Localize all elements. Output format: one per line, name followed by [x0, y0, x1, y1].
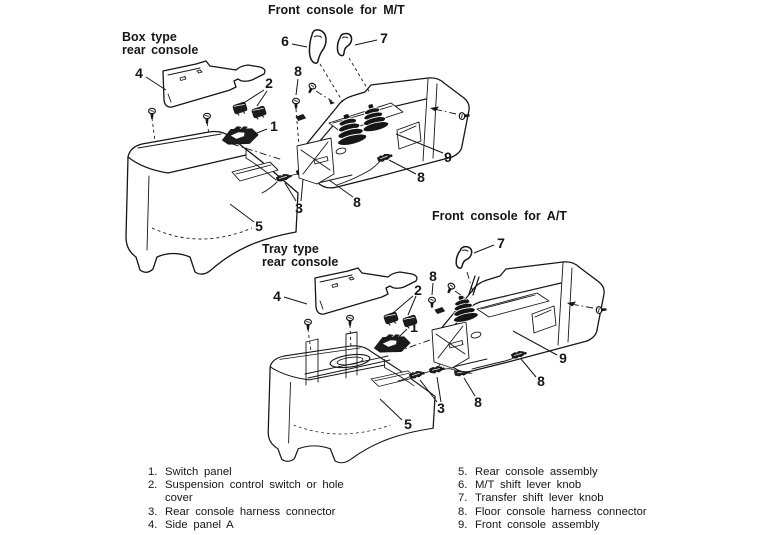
- legend-item-number: 1.: [148, 466, 158, 478]
- callout-9: 9: [559, 350, 567, 366]
- callout-6: 6: [281, 33, 289, 49]
- callout-8: 8: [474, 394, 482, 410]
- legend-item-text: Rear console harness connector: [165, 505, 336, 518]
- legend-item-number: 8.: [458, 505, 468, 518]
- legend-item-text: cover: [165, 492, 193, 505]
- callout-4: 4: [135, 65, 143, 81]
- at-console-group: [429, 246, 607, 372]
- legend-item-number: 5.: [458, 466, 468, 478]
- legend-item-text: Floor console harness connector: [475, 505, 647, 518]
- label-line: rear console: [262, 255, 339, 269]
- callout-8: 8: [429, 268, 437, 284]
- legend-item-number: 9.: [458, 518, 468, 531]
- tray-console-group: [268, 268, 472, 463]
- legend-item: [148, 466, 453, 479]
- callout-2: 2: [414, 282, 422, 298]
- title-front-console-at: Front console for A/T: [432, 209, 567, 223]
- label-line: Box type: [122, 30, 177, 44]
- callout-4: 4: [273, 288, 281, 304]
- callout-5: 5: [255, 218, 263, 234]
- callout-7: 7: [497, 235, 505, 251]
- label-line: Tray type: [262, 242, 319, 256]
- legend-item-number: 2.: [148, 479, 158, 492]
- legend-column-right: [458, 466, 758, 532]
- legend-column-left: [148, 466, 453, 532]
- label-line: rear console: [122, 43, 199, 57]
- callout-1: 1: [410, 319, 418, 335]
- legend-item: [148, 519, 453, 532]
- legend-item-text: Transfer shift lever knob: [475, 492, 604, 505]
- legend-item-wrap: [148, 492, 453, 505]
- label-tray-type-rear-console: [262, 243, 338, 269]
- callout-7: 7: [380, 30, 388, 46]
- legend-item: [148, 506, 453, 519]
- callout-2: 2: [265, 75, 273, 91]
- label-box-type-rear-console: [122, 31, 198, 57]
- legend-item-text: Side panel A: [165, 518, 234, 531]
- callout-5: 5: [404, 416, 412, 432]
- legend-item: [148, 479, 453, 492]
- legend-item-text: Front console assembly: [475, 518, 600, 531]
- callout-3: 3: [295, 200, 303, 216]
- legend-item: [458, 506, 758, 519]
- callout-8: 8: [294, 63, 302, 79]
- legend-item-number: 6.: [458, 479, 468, 492]
- legend-item: [458, 479, 758, 492]
- title-front-console-mt: Front console for M/T: [268, 3, 405, 17]
- callout-1: 1: [270, 118, 278, 134]
- legend-item-text: Rear console assembly: [475, 466, 598, 478]
- callout-8: 8: [353, 194, 361, 210]
- legend-item: [458, 519, 758, 532]
- legend-item-text: M/T shift lever knob: [475, 479, 582, 492]
- callout-3: 3: [437, 400, 445, 416]
- callout-9: 9: [444, 149, 452, 165]
- callout-8: 8: [537, 373, 545, 389]
- legend-item: [458, 492, 758, 505]
- callout-8: 8: [417, 169, 425, 185]
- legend-item-number: 4.: [148, 518, 158, 531]
- legend-item-text: Suspension control switch or hole: [165, 479, 344, 492]
- legend-item-number: 7.: [458, 492, 468, 505]
- legend-item-text: Switch panel: [165, 466, 232, 478]
- legend-item-number: 3.: [148, 505, 158, 518]
- legend-item: [458, 466, 758, 479]
